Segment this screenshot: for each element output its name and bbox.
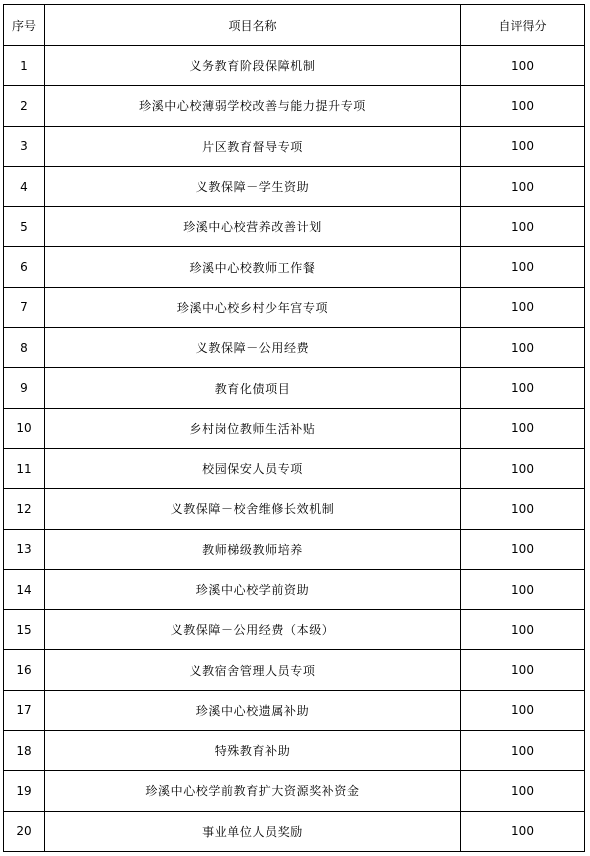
row-index-cell: 12 xyxy=(4,489,45,529)
table-row xyxy=(4,529,585,569)
row-project-name-cell: 义教宿舍管理人员专项 xyxy=(45,650,461,690)
row-score-cell: 100 xyxy=(461,489,585,529)
row-project-name-cell: 义教保障－公用经费（本级） xyxy=(45,610,461,650)
row-index-cell: 19 xyxy=(4,771,45,811)
table-row xyxy=(4,448,585,488)
row-index-cell: 9 xyxy=(4,368,45,408)
row-score-cell: 100 xyxy=(461,650,585,690)
row-project-name-cell: 珍溪中心校教师工作餐 xyxy=(45,247,461,287)
row-index-cell: 8 xyxy=(4,328,45,368)
table-row xyxy=(4,771,585,811)
row-index-cell: 20 xyxy=(4,811,45,851)
row-project-name-cell: 教育化债项目 xyxy=(45,368,461,408)
row-index-cell: 6 xyxy=(4,247,45,287)
row-index-cell: 14 xyxy=(4,569,45,609)
table-row xyxy=(4,207,585,247)
row-score-cell: 100 xyxy=(461,328,585,368)
row-project-name-cell: 珍溪中心校学前资助 xyxy=(45,569,461,609)
row-score-cell: 100 xyxy=(461,408,585,448)
row-score-cell: 100 xyxy=(461,166,585,206)
header-project-name: 项目名称 xyxy=(45,5,461,46)
row-index-cell: 15 xyxy=(4,610,45,650)
row-project-name-cell: 乡村岗位教师生活补贴 xyxy=(45,408,461,448)
header-self-score: 自评得分 xyxy=(461,5,585,46)
row-index-cell: 18 xyxy=(4,731,45,771)
row-score-cell: 100 xyxy=(461,86,585,126)
table-row xyxy=(4,690,585,730)
table-row xyxy=(4,569,585,609)
row-index-cell: 5 xyxy=(4,207,45,247)
row-project-name-cell: 义教保障－公用经费 xyxy=(45,328,461,368)
table-row xyxy=(4,610,585,650)
row-project-name-cell: 珍溪中心校学前教育扩大资源奖补资金 xyxy=(45,771,461,811)
table-row xyxy=(4,368,585,408)
row-score-cell: 100 xyxy=(461,448,585,488)
row-project-name-cell: 珍溪中心校薄弱学校改善与能力提升专项 xyxy=(45,86,461,126)
row-index-cell: 1 xyxy=(4,46,45,86)
row-project-name-cell: 珍溪中心校乡村少年宫专项 xyxy=(45,287,461,327)
row-project-name-cell: 特殊教育补助 xyxy=(45,731,461,771)
row-score-cell: 100 xyxy=(461,811,585,851)
row-project-name-cell: 珍溪中心校营养改善计划 xyxy=(45,207,461,247)
row-score-cell: 100 xyxy=(461,247,585,287)
row-project-name-cell: 义教保障－校舍维修长效机制 xyxy=(45,489,461,529)
table-row xyxy=(4,489,585,529)
table-row xyxy=(4,408,585,448)
row-score-cell: 100 xyxy=(461,690,585,730)
row-score-cell: 100 xyxy=(461,207,585,247)
table-row xyxy=(4,731,585,771)
row-score-cell: 100 xyxy=(461,287,585,327)
row-score-cell: 100 xyxy=(461,610,585,650)
project-score-table xyxy=(3,4,585,852)
row-score-cell: 100 xyxy=(461,368,585,408)
header-row xyxy=(4,5,585,46)
row-score-cell: 100 xyxy=(461,731,585,771)
table-body xyxy=(4,46,585,852)
row-score-cell: 100 xyxy=(461,771,585,811)
row-index-cell: 13 xyxy=(4,529,45,569)
table-header xyxy=(4,5,585,46)
row-project-name-cell: 片区教育督导专项 xyxy=(45,126,461,166)
table-row xyxy=(4,328,585,368)
table-row xyxy=(4,247,585,287)
row-project-name-cell: 教师梯级教师培养 xyxy=(45,529,461,569)
row-index-cell: 7 xyxy=(4,287,45,327)
row-score-cell: 100 xyxy=(461,46,585,86)
row-index-cell: 2 xyxy=(4,86,45,126)
row-index-cell: 11 xyxy=(4,448,45,488)
row-project-name-cell: 义务教育阶段保障机制 xyxy=(45,46,461,86)
row-index-cell: 16 xyxy=(4,650,45,690)
row-project-name-cell: 校园保安人员专项 xyxy=(45,448,461,488)
row-index-cell: 10 xyxy=(4,408,45,448)
table-row xyxy=(4,287,585,327)
row-score-cell: 100 xyxy=(461,529,585,569)
row-score-cell: 100 xyxy=(461,569,585,609)
row-index-cell: 4 xyxy=(4,166,45,206)
table-row xyxy=(4,166,585,206)
table-row xyxy=(4,811,585,851)
row-index-cell: 17 xyxy=(4,690,45,730)
row-project-name-cell: 珍溪中心校遗属补助 xyxy=(45,690,461,730)
table-row xyxy=(4,126,585,166)
row-index-cell: 3 xyxy=(4,126,45,166)
row-project-name-cell: 事业单位人员奖励 xyxy=(45,811,461,851)
table-row xyxy=(4,46,585,86)
row-project-name-cell: 义教保障－学生资助 xyxy=(45,166,461,206)
table-row xyxy=(4,86,585,126)
row-score-cell: 100 xyxy=(461,126,585,166)
table-row xyxy=(4,650,585,690)
header-index: 序号 xyxy=(4,5,45,46)
